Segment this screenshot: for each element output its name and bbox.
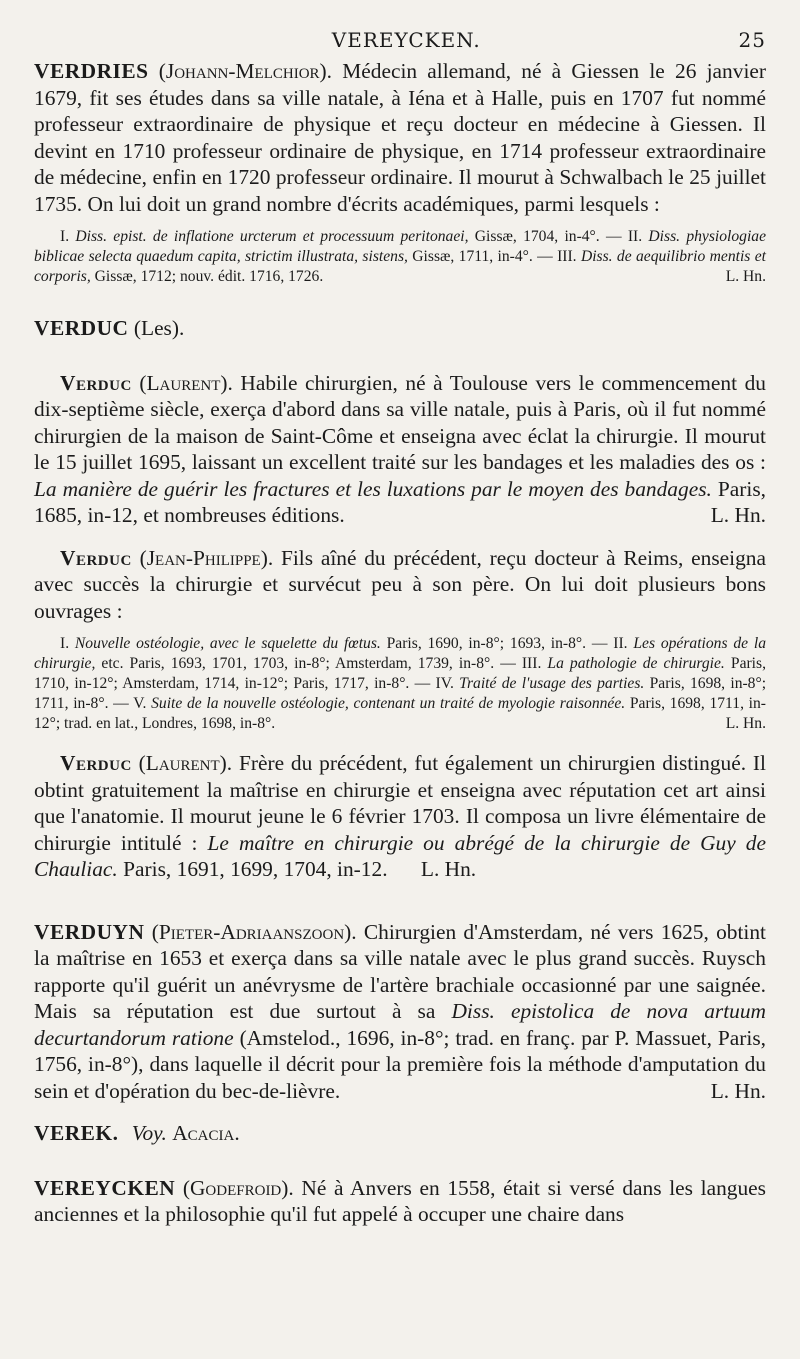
work-title: Diss. epist. de inflatione urcterum et processuum peritonaei, xyxy=(75,228,469,245)
entry-verduc-jean-philippe xyxy=(34,545,766,735)
work-publication: Paris, 1691, 1699, 1704, in-12. xyxy=(123,857,388,881)
entry-name: (Johann-Melchior). xyxy=(158,59,333,83)
work-title: Diss. physiologiae biblicae selecta quaedum capita, strictim illustrata, sistens, xyxy=(34,228,767,265)
entry-verduc-les xyxy=(34,315,766,342)
work-publication: Paris, 1710, in-12°; Amsterdam, 1714, in-12°; Paris, 1717, in-8°. — xyxy=(34,655,766,692)
work-number: I. xyxy=(60,228,70,245)
headword: Verduc xyxy=(60,370,132,395)
work-title: La manière de guérir les fractures et les luxations par le moyen des bandages. xyxy=(34,476,712,501)
running-title: VEREYCKEN. xyxy=(331,28,481,52)
headword: Verduc xyxy=(60,545,132,570)
work-number: I. xyxy=(60,635,70,652)
headword: VEREYCKEN xyxy=(34,1175,176,1200)
work-title: Les opérations de la chirurgie, xyxy=(34,635,766,672)
entry-vereycken xyxy=(34,1175,766,1228)
headword: VERDUYN xyxy=(34,919,145,944)
work-number: III. xyxy=(521,655,542,672)
work-number: IV. xyxy=(435,675,454,692)
work-title: Traité de l'usage des parties. xyxy=(459,675,645,692)
entry-name: (Pieter-Adriaanszoon). xyxy=(151,919,357,944)
entry-verek xyxy=(34,1120,766,1147)
entry-name: (Jean-Philippe). xyxy=(139,545,274,570)
work-title: Suite de la nouvelle ostéologie, contenant un traité de myologie raisonnée. xyxy=(151,695,626,712)
work-publication: Gissæ, 1704, in-4°. — xyxy=(474,228,622,245)
work-publication: Paris, 1698, 1711, in-12°; trad. en lat., Londres, 1698, in-8°. xyxy=(34,695,766,732)
work-title: Diss. de aequilibrio mentis et corporis, xyxy=(34,248,766,285)
entry-name: (Laurent). xyxy=(139,370,233,395)
work-publication: Paris, 1690, in-8°; 1693, in-8°. — xyxy=(386,635,608,652)
headword: VEREK. xyxy=(34,1121,119,1145)
headword: Verduc xyxy=(60,751,132,775)
entry-text: Habile chirurgien, né à Toulouse vers le commencement du dix-septième siècle, exerça d'abord dans sa ville natale, puis à Paris, où il fut nommé chirurgien de la maison de Saint-Côme et enseigna avec éclat la chirurgie. Il mourut le 15 juillet 1695, laissant un excellent traité sur les bandages et les maladies des os : xyxy=(34,370,766,474)
work-title: La pathologie de chirurgie. xyxy=(547,655,725,672)
author-signature: L. Hn. xyxy=(710,503,766,527)
works-list xyxy=(34,634,766,734)
work-number: III. xyxy=(557,248,577,265)
entry-verdries xyxy=(34,58,766,287)
headword: VERDUC xyxy=(34,316,129,340)
entry-text: Fils aîné du précédent, reçu docteur à Reims, enseigna avec succès la chirurgie et survécut peu à son père. On lui doit plusieurs bons ouvrages : xyxy=(34,545,766,623)
headword: VERDRIES xyxy=(34,59,149,83)
cross-reference-label: Voy. xyxy=(131,1121,167,1145)
work-title: Diss. epistolica de nova artuum decurtandorum ratione xyxy=(34,999,766,1050)
work-publication: Gissæ, 1711, in-4°. — xyxy=(412,248,553,265)
cross-reference-target: Acacia. xyxy=(172,1121,240,1145)
work-title: Nouvelle ostéologie, avec le squelette du fœtus. xyxy=(74,635,381,652)
page-body xyxy=(34,58,766,1228)
work-publication: Paris, 1698, in-8°; 1711, in-8°. — xyxy=(34,675,767,712)
entry-name: (Godefroid). xyxy=(182,1175,294,1200)
entry-verduc-laurent xyxy=(34,370,766,529)
entry-text: Frère du précédent, fut également un chirurgien distingué. Il obtint gratuitement la maîtrise en chirurgie et enseigna avec réputation cet art ainsi que l'anatomie. Il mourut jeune le 6 février 1703. Il composa un livre élémentaire de chirurgie intitulé : xyxy=(34,751,766,855)
author-signature: L. Hn. xyxy=(725,715,766,732)
works-list xyxy=(34,227,766,287)
author-signature: L. Hn. xyxy=(420,857,477,881)
entry-text: Né à Anvers en 1558, était si versé dans les langues anciennes et la philosophie qu'il fut appelé à occuper une chaire dans xyxy=(34,1175,766,1226)
page-number: 25 xyxy=(738,28,766,52)
work-number: II. xyxy=(627,228,643,245)
work-number: V. xyxy=(133,695,147,712)
work-publication: (Amstelod., 1696, in-8°; trad. en franç. par P. Massuet, Paris, 1756, in-8°), dans laquelle il décrit pour la première fois la méthode d'amputation du sein et d'opération du bec-de-lièvre. xyxy=(34,1025,766,1103)
work-title: Le maître en chirurgie ou abrégé de la chirurgie de Guy de Chauliac. xyxy=(34,830,766,881)
entry-text: Médecin allemand, né à Giessen le 26 janvier 1679, fit ses études dans sa ville natale, à Iéna et à Halle, puis en 1707 fut nommé professeur extraordinaire de physique et reçu docteur en médecine à Giessen. Il devint en 1710 professeur ordinaire de physique, en 1714 professeur extraordinaire de médecine, enfin en 1720 professeur ordinaire. Il mourut à Schwalbach le 25 juillet 1735. On lui doit un grand nombre d'écrits académiques, parmi lesquels : xyxy=(34,59,767,216)
work-number: II. xyxy=(613,635,628,652)
entry-name: (Les). xyxy=(133,316,185,340)
entry-verdries-paragraph xyxy=(34,58,766,217)
author-signature: L. Hn. xyxy=(725,268,766,285)
work-publication: Paris, 1685, in-12, et nombreuses éditions. xyxy=(34,476,766,527)
entry-verduyn xyxy=(34,919,766,1105)
entry-name: (Laurent). xyxy=(138,751,233,775)
entry-text: Chirurgien d'Amsterdam, né vers 1625, obtint la maîtrise en 1653 et exerça dans sa ville natale avec le plus grand succès. Ruysch rapporte qu'il guérit un anévrysme de l'artère brachiale occasionné par une saignée. Mais sa réputation est due surtout à sa xyxy=(34,919,767,1023)
page-header xyxy=(34,28,766,52)
work-publication: etc. Paris, 1693, 1701, 1703, in-8°; Amsterdam, 1739, in-8°. — xyxy=(101,655,516,672)
author-signature: L. Hn. xyxy=(710,1078,766,1103)
entry-paragraph xyxy=(34,545,766,625)
work-publication: Gissæ, 1712; nouv. édit. 1716, 1726. xyxy=(94,268,324,285)
entry-verduc-laurent-2 xyxy=(34,750,766,883)
